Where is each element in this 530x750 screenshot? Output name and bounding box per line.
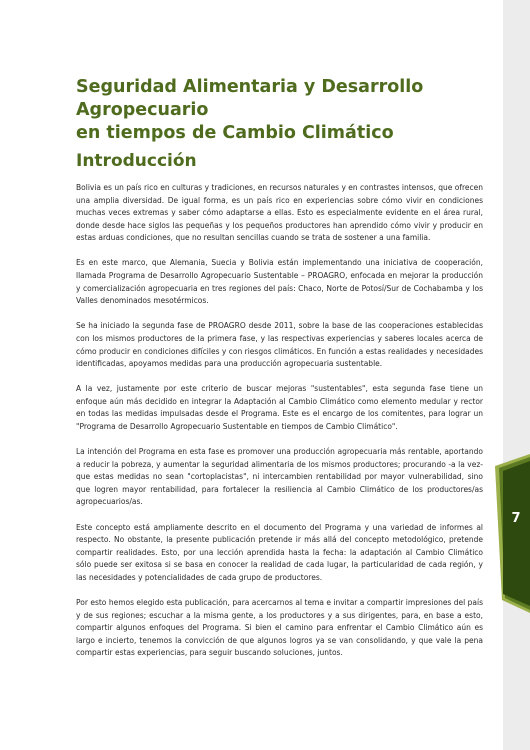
page-number: 7 <box>511 511 521 526</box>
paragraph-5: La intención del Programa en esta fase es promover una producción agropecuaria más rentable, aportando a reducir la pobreza, y aumentar la seguridad alimentaria de los mismos productores; procurando -a la vez- que estas medidas no sean "cortoplacistas", ni intercambien rentabilidad por mayor vulnerabilidad, sino que logren mayor rentabilidad, para fortalecer la resiliencia al Cambio Climático de los productores/as agropecuarios/as. <box>76 447 483 507</box>
paragraph-3: Se ha iniciado la segunda fase de PROAGRO desde 2011, sobre la base de las cooperaciones establecidas con los mismos productores de la primera fase, y las respectivas experiencias y saberes locales acerca de cómo producir en condiciones difíciles y con riesgos climáticos. En función a estas realidades y necesidades identificadas, apoyamos medidas para una producción agropecuaria sustentable. <box>76 321 483 369</box>
paragraph-4: A la vez, justamente por este criterio de buscar mejoras "sustentables", esta segunda fase tiene un enfoque aún más decidido en integrar la Adaptación al Cambio Climático como elemento medular y rector en todas las medidas impulsadas desde el Programa. Este es el encargo de los comitentes, para lograr un "Programa de Desarrollo Agropecuario Sustentable en tiempos de Cambio Climático". <box>76 384 483 431</box>
section-heading: Introducción <box>76 151 197 171</box>
paragraph-2: Es en este marco, que Alemania, Suecia y Bolivia están implementando una iniciativa de cooperación, llamada Programa de Desarrollo Agropecuario Sustentable – PROAGRO, enfocada en mejorar la producción y comercialización agropecuaria en tres regiones del país: Chaco, Norte de Potosí/Sur de Cochabamba y los Valles denominados mesotérmicos. <box>76 258 483 306</box>
title-line-2: en tiempos de Cambio Climático <box>76 123 394 143</box>
title-line-1: Seguridad Alimentaria y Desarrollo Agropecuario <box>76 77 424 120</box>
paragraph-1: Bolivia es un país rico en culturas y tradiciones, en recursos naturales y en contrastes intensos, que ofrecen una amplia diversidad. De igual forma, es un país rico en experiencias sobre cómo vivir en condiciones muchas veces extremas y saber cómo adaptarse a ellas. Esto es especialmente evidente en el área rural, donde desde hace siglos las pequeñas y los pequeños productores han aprendido cómo vivir y producir en estas arduas condiciones, que no resultan sencillas cuando se trata de sostener a una familia. <box>76 183 483 243</box>
page-tab-dark-layer <box>503 461 530 606</box>
paragraph-6: Este concepto está ampliamente descrito en el documento del Programa y una variedad de informes al respecto. No obstante, la presente publicación pretende ir más allá del concepto metodológico, pretende compartir realidades. Esto, por una lección aprendida hasta la fecha: la adaptación al Cambio Climático sólo puede ser exitosa si se basa en conocer la realidad de cada lugar, la particularidad de cada región, y las necesidades y potencialidades de cada grupo de productores. <box>76 522 483 582</box>
paragraph-7: Por esto hemos elegido esta publicación, para acercarnos al tema e invitar a compartir impresiones del país y de sus regiones; escuchar a la misma gente, a los productores y a sus dirigentes, para, en base a esto, compartir algunos enfoques del Programa. Si bien el camino para enfrentar el Cambio Climático aún es largo e incierto, tenemos la convicción de que algunos logros ya se van consolidando, y que vale la pena compartir estas experiencias, para seguir buscando soluciones, juntos. <box>76 598 483 658</box>
